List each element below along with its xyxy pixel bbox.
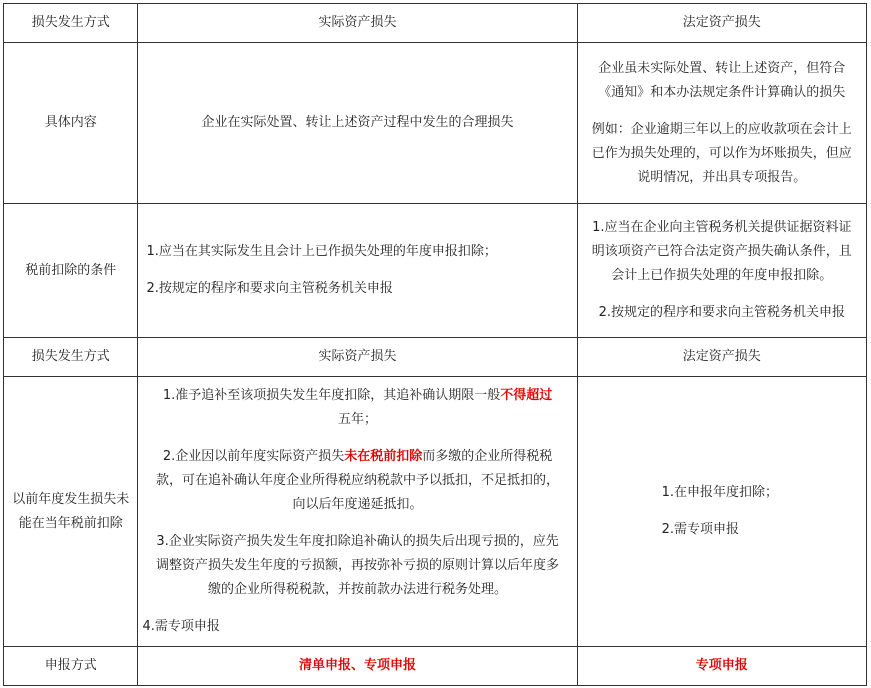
prior-item-line: 缴的企业所得税税款，并按前款办法进行税务处理。 bbox=[208, 582, 508, 597]
legal-content-line: 说明情况，并出具专项报告。 bbox=[637, 169, 807, 185]
legal-content-line: 企业虽未实际处置、转让上述资产，但符合 bbox=[598, 60, 846, 76]
row-label-line: 以前年度发生损失未 bbox=[12, 491, 130, 507]
table-row bbox=[4, 647, 867, 686]
prior-item-line: 款，可在追补确认年度企业所得税应纳税款中予以抵扣，不足抵扣的， bbox=[156, 473, 560, 488]
prior-item-2 bbox=[142, 445, 572, 469]
header-loss-method: 损失发生方式 bbox=[4, 4, 138, 43]
row-label-conditions: 税前扣除的条件 bbox=[4, 204, 138, 338]
asset-loss-table bbox=[3, 3, 867, 686]
row-label-content: 具体内容 bbox=[4, 43, 138, 204]
condition-item: 2.按规定的程序和要求向主管税务机关申报 bbox=[146, 281, 393, 296]
table-row bbox=[4, 377, 867, 647]
table-header-row bbox=[4, 4, 867, 43]
row-label-prior-year bbox=[4, 377, 138, 647]
highlight-text: 未在税前扣除 bbox=[344, 449, 423, 464]
actual-method: 清单申报、专项申报 bbox=[138, 647, 577, 686]
prior-legal-item: 2.需专项申报 bbox=[661, 522, 740, 537]
condition-item: 1.应当在其实际发生且会计上已作损失处理的年度申报扣除； bbox=[146, 244, 497, 259]
table-row bbox=[4, 204, 867, 338]
legal-content-line: 例如：企业逾期三年以上的应收款项在会计上 bbox=[591, 121, 852, 137]
condition-line: 1.应当在企业向主管税务机关提供证据资料证 bbox=[592, 220, 852, 235]
prior-item-line: 调整资产损失发生年度的亏损额，再按弥补亏损的原则计算以后年度多 bbox=[156, 558, 560, 573]
actual-prior-year bbox=[138, 377, 577, 647]
header-legal-loss: 法定资产损失 bbox=[577, 4, 866, 43]
actual-conditions bbox=[138, 204, 577, 338]
table-row bbox=[4, 43, 867, 204]
row-label-line: 能在当年税前扣除 bbox=[18, 515, 123, 531]
prior-item-text: 2.企业因以前年度实际资产损失 bbox=[162, 449, 345, 464]
prior-item-line: 五年； bbox=[338, 412, 378, 427]
highlight-text: 不得超过 bbox=[500, 388, 553, 403]
prior-item-4: 4.需专项申报 bbox=[142, 619, 220, 634]
header-loss-method: 损失发生方式 bbox=[4, 338, 138, 377]
prior-item-text: 而多缴的企业所得税税 bbox=[422, 449, 553, 464]
legal-content-line: 已作为损失处理的，可以作为坏账损失，但应 bbox=[591, 145, 852, 161]
actual-content: 企业在实际处置、转让上述资产过程中发生的合理损失 bbox=[138, 43, 577, 204]
prior-item-line: 向以后年度递延抵扣。 bbox=[292, 497, 423, 512]
condition-line: 2.按规定的程序和要求向主管税务机关申报 bbox=[598, 305, 846, 320]
legal-content bbox=[577, 43, 866, 204]
legal-method: 专项申报 bbox=[577, 647, 866, 686]
prior-item-line: 3.企业实际资产损失发生年度扣除追补确认的损失后出现亏损的，应先 bbox=[156, 534, 559, 549]
prior-item-1 bbox=[142, 384, 572, 408]
prior-item-text: 1.准予追补至该项损失发生年度扣除，其追补确认期限一般 bbox=[162, 388, 501, 403]
legal-content-line: 《通知》和本办法规定条件计算确认的损失 bbox=[598, 84, 846, 100]
table-header-row bbox=[4, 338, 867, 377]
condition-line: 明该项资产已符合法定资产损失确认条件，且 bbox=[591, 244, 852, 259]
legal-prior-year bbox=[577, 377, 866, 647]
prior-legal-item: 1.在申报年度扣除； bbox=[661, 485, 779, 500]
condition-line: 会计上已作损失处理的年度申报扣除。 bbox=[611, 268, 833, 283]
header-actual-loss: 实际资产损失 bbox=[138, 4, 577, 43]
legal-conditions bbox=[577, 204, 866, 338]
row-label-method: 申报方式 bbox=[4, 647, 138, 686]
header-legal-loss: 法定资产损失 bbox=[577, 338, 866, 377]
header-actual-loss: 实际资产损失 bbox=[138, 338, 577, 377]
